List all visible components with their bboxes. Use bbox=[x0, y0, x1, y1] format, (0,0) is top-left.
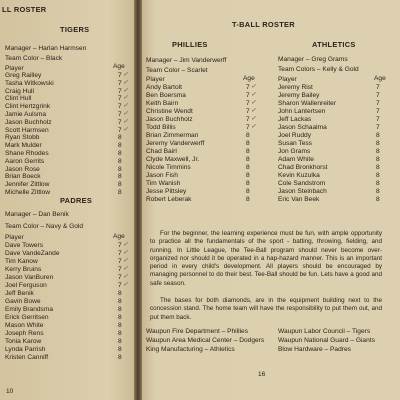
paragraph-1: For the beginner, the learning experience must be fun, with ample opportunity to practice all the fundamentals of the sport - batting, throwing, fielding, and running. In Little League, the Tee-Ball program should never become over-organized nor should it be operated in a hap-hazard manner. This is an important period in every child's development. All players should be encouraged by managing personnel to do their best. Tee-Ball should be fun. Lets have a good and safe season. bbox=[150, 230, 382, 287]
player-age: 7 bbox=[376, 116, 380, 123]
player-age: 8 bbox=[376, 180, 380, 187]
handwritten-check-mark: ✓ bbox=[123, 79, 129, 86]
handwritten-check-mark: ✓ bbox=[123, 111, 129, 117]
sponsor-line: Waupun Area Medical Center – Dodgers bbox=[146, 337, 265, 344]
player-age: 8 bbox=[118, 157, 122, 165]
book-gutter bbox=[134, 0, 142, 400]
handwritten-check-mark: ✓ bbox=[123, 103, 129, 110]
player-name: Chad Bairl bbox=[146, 148, 177, 155]
sponsor-line: Blow Hardware – Padres bbox=[278, 346, 351, 353]
handwritten-check-mark: ✓ bbox=[123, 250, 129, 256]
paragraph-2: The bases for both diamonds, are in the equipment building next to the concession stand. The home team will have the responsibility to put them out, and put them back. bbox=[150, 297, 382, 321]
player-age: 7 bbox=[376, 124, 380, 131]
player-age: 7 bbox=[118, 111, 122, 118]
player-age: 8 bbox=[118, 142, 122, 150]
padres-manager: Manager – Dan Benik bbox=[5, 211, 69, 218]
player-name: Clint Hertzgrink bbox=[5, 103, 51, 111]
player-name: Tasha Witkowski bbox=[5, 79, 54, 87]
handwritten-check-mark: ✓ bbox=[123, 258, 129, 264]
player-age: 8 bbox=[246, 172, 250, 179]
sponsor-line: King Manufacturing – Athletics bbox=[146, 346, 235, 353]
player-name: Tim Kanow bbox=[5, 258, 38, 265]
player-name: Nicole Timmins bbox=[146, 164, 191, 171]
player-name: Robert Leberak bbox=[146, 196, 192, 203]
player-name: Jeremy Rist bbox=[278, 84, 313, 91]
player-name: Jason Rose bbox=[5, 165, 40, 173]
handwritten-check-mark: ✓ bbox=[251, 84, 257, 90]
team-name-padres: PADRES bbox=[60, 196, 93, 205]
player-age: 8 bbox=[246, 180, 250, 187]
player-name: Scott Harmsen bbox=[5, 126, 49, 134]
player-age: 7 bbox=[118, 79, 122, 87]
handwritten-check-mark: ✓ bbox=[123, 274, 129, 280]
player-age: 7 bbox=[118, 72, 122, 79]
player-name: Ben Boersma bbox=[146, 92, 186, 99]
player-age: 8 bbox=[376, 156, 380, 163]
player-age: 8 bbox=[118, 354, 122, 361]
player-name: Tim Wanish bbox=[146, 180, 181, 187]
handwritten-check-mark: ✓ bbox=[123, 282, 129, 288]
player-age: 7 bbox=[118, 103, 122, 111]
player-name: Kerry Bruins bbox=[5, 266, 42, 273]
player-name: Lynda Parrish bbox=[5, 346, 46, 353]
player-name: Susan Tess bbox=[278, 140, 312, 147]
player-name: Jeremy Vanderwerff bbox=[146, 140, 205, 147]
player-age: 8 bbox=[376, 172, 380, 179]
player-age: 8 bbox=[118, 189, 122, 196]
player-age: 7 bbox=[118, 258, 122, 265]
handwritten-check-mark: ✓ bbox=[251, 124, 257, 130]
player-name: Jason Buchholz bbox=[146, 116, 193, 123]
player-name: Gavin Bowe bbox=[5, 298, 41, 305]
padres-colors: Team Color – Navy & Gold bbox=[5, 223, 84, 230]
player-name: Jeff Benik bbox=[5, 290, 34, 297]
player-name: Greg Railley bbox=[5, 72, 42, 79]
player-age: 7 bbox=[246, 108, 250, 115]
player-age: 7 bbox=[246, 124, 250, 131]
tigers-player-header: Player bbox=[5, 65, 24, 72]
player-name: Christine Wendt bbox=[146, 108, 193, 115]
player-name: Brian Zimmerman bbox=[146, 132, 199, 139]
player-age: 7 bbox=[246, 84, 250, 91]
player-name: Ryan Stobb bbox=[5, 134, 40, 142]
page-number-left: 10 bbox=[6, 388, 14, 395]
player-age: 8 bbox=[118, 150, 122, 157]
player-age: 8 bbox=[376, 164, 380, 171]
player-name: Clint Hull bbox=[5, 95, 32, 103]
tigers-age-header: Age bbox=[113, 63, 125, 70]
sponsor-line: Waupun Labor Council – Tigers bbox=[278, 328, 371, 335]
page-number-right: 16 bbox=[258, 371, 266, 378]
player-age: 7 bbox=[118, 87, 122, 95]
phillies-player-header: Player bbox=[146, 76, 165, 83]
player-age: 7 bbox=[246, 116, 250, 123]
handwritten-check-mark: ✓ bbox=[123, 87, 129, 94]
player-name: Emily Brandsma bbox=[5, 306, 54, 313]
player-age: 7 bbox=[118, 95, 122, 103]
sponsor-line: Waupun Fire Department – Phillies bbox=[146, 328, 249, 335]
phillies-age-header: Age bbox=[243, 75, 255, 82]
player-age: 8 bbox=[376, 148, 380, 155]
player-age: 8 bbox=[246, 196, 250, 203]
handwritten-check-mark: ✓ bbox=[251, 92, 257, 98]
player-age: 8 bbox=[376, 140, 380, 147]
player-age: 8 bbox=[118, 181, 122, 189]
handwritten-check-mark: ✓ bbox=[123, 242, 129, 248]
team-name-athletics: ATHLETICS bbox=[312, 40, 356, 49]
player-age: 8 bbox=[246, 148, 250, 155]
player-name: Jason Fish bbox=[146, 172, 178, 179]
handwritten-check-mark: ✓ bbox=[123, 266, 129, 272]
player-name: Mark Mulder bbox=[5, 142, 42, 150]
player-name: Adam White bbox=[278, 156, 314, 163]
player-age: 8 bbox=[246, 164, 250, 171]
player-name: Chad Bronkhorst bbox=[278, 164, 328, 171]
player-name: Jeremy Bailey bbox=[278, 92, 320, 99]
handwritten-check-mark: ✓ bbox=[123, 126, 129, 133]
player-age: 8 bbox=[118, 134, 122, 142]
player-age: 7 bbox=[376, 84, 380, 91]
athletics-player-header: Player bbox=[278, 76, 297, 83]
player-name: John Lantertsen bbox=[278, 108, 326, 115]
player-name: Jason VanBuren bbox=[5, 274, 54, 281]
sponsor-line: Waupun National Guard – Giants bbox=[278, 337, 375, 344]
handwritten-check-mark: ✓ bbox=[251, 108, 257, 114]
player-age: 7 bbox=[118, 250, 122, 257]
player-age: 7 bbox=[118, 118, 122, 126]
athletics-colors: Team Colors – Kelly & Gold bbox=[278, 66, 359, 73]
phillies-manager: Manager – Jim Vanderwerff bbox=[146, 57, 227, 64]
player-name: Jon Grams bbox=[278, 148, 311, 155]
player-age: 8 bbox=[246, 156, 250, 163]
player-age: 8 bbox=[118, 314, 122, 321]
player-name: Eric Van Beek bbox=[278, 196, 320, 203]
player-age: 8 bbox=[376, 196, 380, 203]
player-name: Kristen Canniff bbox=[5, 354, 49, 361]
player-age: 7 bbox=[376, 92, 380, 99]
padres-age-header: Age bbox=[113, 233, 125, 240]
player-name: Tonia Karow bbox=[5, 338, 42, 345]
player-age: 8 bbox=[246, 188, 250, 195]
player-age: 7 bbox=[118, 266, 122, 273]
player-name: Joel Ruddy bbox=[278, 132, 311, 139]
handwritten-check-mark: ✓ bbox=[123, 72, 129, 78]
player-age: 7 bbox=[376, 108, 380, 115]
player-age: 7 bbox=[118, 126, 122, 134]
roster-title-right: T-BALL ROSTER bbox=[232, 20, 295, 29]
player-name: Todd Billis bbox=[146, 124, 176, 131]
phillies-colors: Team Color – Scarlet bbox=[146, 67, 208, 74]
roster-title-left: LL ROSTER bbox=[2, 5, 47, 14]
tigers-manager: Manager – Harlan Harmsen bbox=[5, 45, 87, 52]
player-name: Clyde Maxwell, Jr. bbox=[146, 156, 200, 163]
player-name: Michelle Zittlow bbox=[5, 189, 51, 196]
player-age: 8 bbox=[118, 298, 122, 305]
player-age: 7 bbox=[246, 92, 250, 99]
handwritten-check-mark: ✓ bbox=[123, 95, 129, 102]
player-name: Cole Sandstrom bbox=[278, 180, 326, 187]
player-name: Erick Gerritsen bbox=[5, 314, 49, 321]
team-name-tigers: TIGERS bbox=[60, 25, 90, 34]
athletics-manager: Manager – Greg Grams bbox=[278, 56, 348, 63]
player-age: 8 bbox=[118, 338, 122, 345]
player-age: 8 bbox=[118, 290, 122, 297]
player-age: 7 bbox=[376, 100, 380, 107]
player-name: Andy Bartolt bbox=[146, 84, 182, 91]
player-name: Joseph Rens bbox=[5, 330, 44, 337]
player-age: 8 bbox=[118, 306, 122, 313]
player-name: Jamie Aulsma bbox=[5, 111, 47, 118]
player-name: Dave Towers bbox=[5, 242, 43, 249]
player-name: Sharon Wallenreiter bbox=[278, 100, 337, 107]
player-age: 7 bbox=[118, 282, 122, 289]
player-name: Aaron Gerrits bbox=[5, 157, 45, 165]
player-age: 8 bbox=[246, 132, 250, 139]
player-age: 8 bbox=[118, 346, 122, 353]
player-name: Mason White bbox=[5, 322, 44, 329]
player-name: Jason Buchholz bbox=[5, 118, 52, 126]
player-name: Jesse Pittsley bbox=[146, 188, 187, 195]
player-name: Keith Bairn bbox=[146, 100, 179, 107]
padres-player-header: Player bbox=[5, 234, 24, 241]
player-name: Jeff Lackas bbox=[278, 116, 312, 123]
player-age: 8 bbox=[118, 322, 122, 329]
player-age: 8 bbox=[118, 173, 122, 181]
player-age: 7 bbox=[118, 274, 122, 281]
player-age: 7 bbox=[118, 242, 122, 249]
tigers-colors: Team Color – Black bbox=[5, 55, 63, 62]
player-name: Jason Steinbach bbox=[278, 188, 327, 195]
handwritten-check-mark: ✓ bbox=[251, 100, 257, 106]
team-name-phillies: PHILLIES bbox=[172, 40, 208, 49]
player-name: Jennifer Zittlow bbox=[5, 181, 50, 189]
player-name: Joel Ferguson bbox=[5, 282, 47, 289]
player-age: 8 bbox=[118, 165, 122, 173]
player-name: Shane Rhodes bbox=[5, 150, 49, 157]
player-name: Craig Hull bbox=[5, 87, 34, 95]
player-age: 8 bbox=[118, 330, 122, 337]
player-name: Jason Schaalma bbox=[278, 124, 327, 131]
player-age: 8 bbox=[376, 188, 380, 195]
player-name: Brian Boeck bbox=[5, 173, 41, 181]
athletics-age-header: Age bbox=[374, 75, 386, 82]
player-age: 8 bbox=[246, 140, 250, 147]
player-name: Dave VandeZande bbox=[5, 250, 60, 257]
player-name: Kevin Kuzulka bbox=[278, 172, 320, 179]
handwritten-check-mark: ✓ bbox=[251, 116, 257, 122]
handwritten-check-mark: ✓ bbox=[123, 118, 129, 125]
player-age: 8 bbox=[376, 132, 380, 139]
player-age: 7 bbox=[246, 100, 250, 107]
